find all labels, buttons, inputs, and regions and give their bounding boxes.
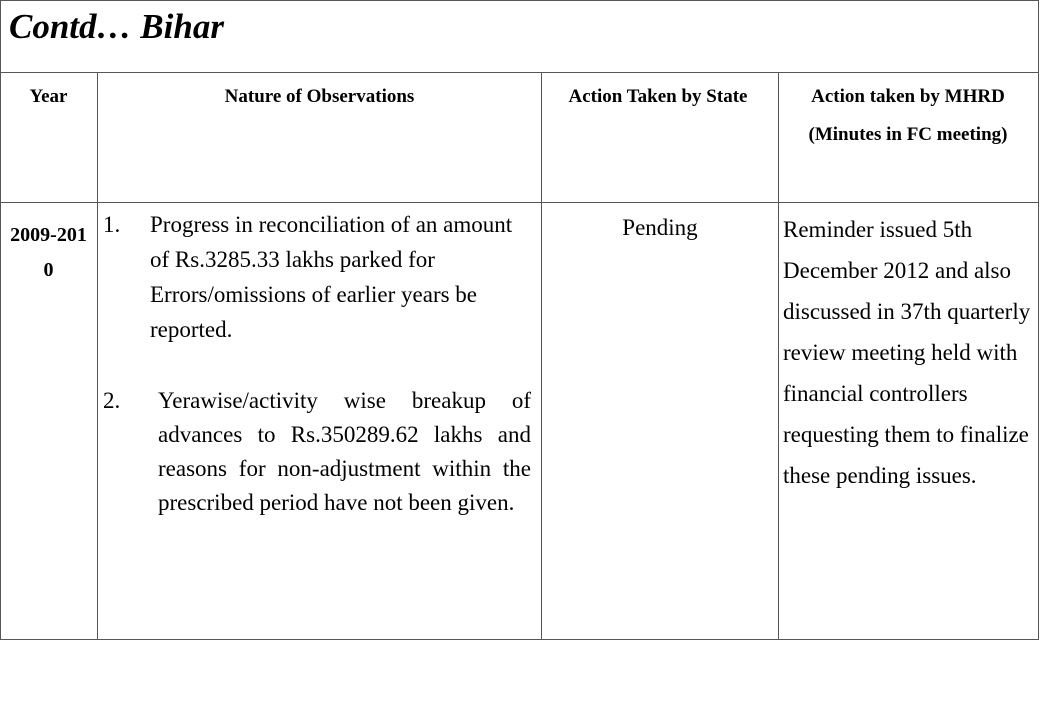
- observation-1-text: Progress in reconciliation of an amount of Rs.3285.33 lakhs parked for Errors/omissions of earlier years be reported.: [150, 212, 513, 342]
- header-year: Year: [29, 86, 68, 107]
- header-nature-of-observations: Nature of Observations: [224, 86, 415, 107]
- column-divider: [97, 73, 98, 640]
- observation-2-number: 2.: [103, 388, 121, 413]
- header-action-taken-by-state: Action Taken by State: [568, 86, 748, 107]
- column-divider: [778, 73, 779, 640]
- observation-2-text: Yerawise/activity wise breakup of advances to Rs.350289.62 lakhs and reasons for non-adjustment within the prescribed period have not been given.: [158, 388, 531, 515]
- action-taken-by-mhrd-value: Reminder issued 5th December 2012 and also discussed in 37th quarterly review meeting held with financial controllers requesting them to finalize these pending issues.: [783, 217, 1031, 488]
- action-taken-by-state-value: Pending: [622, 215, 698, 240]
- year-cell: 2009-2010: [10, 224, 87, 281]
- header-divider: [0, 202, 1039, 203]
- title-row: [0, 0, 1039, 73]
- observation-1-number: 1.: [103, 212, 121, 237]
- column-divider: [541, 73, 542, 640]
- page-title: Contd… Bihar: [9, 7, 224, 46]
- header-action-taken-by-mhrd: Action taken by MHRD (Minutes in FC meeting): [808, 86, 1008, 145]
- table-border-left: [0, 73, 1, 640]
